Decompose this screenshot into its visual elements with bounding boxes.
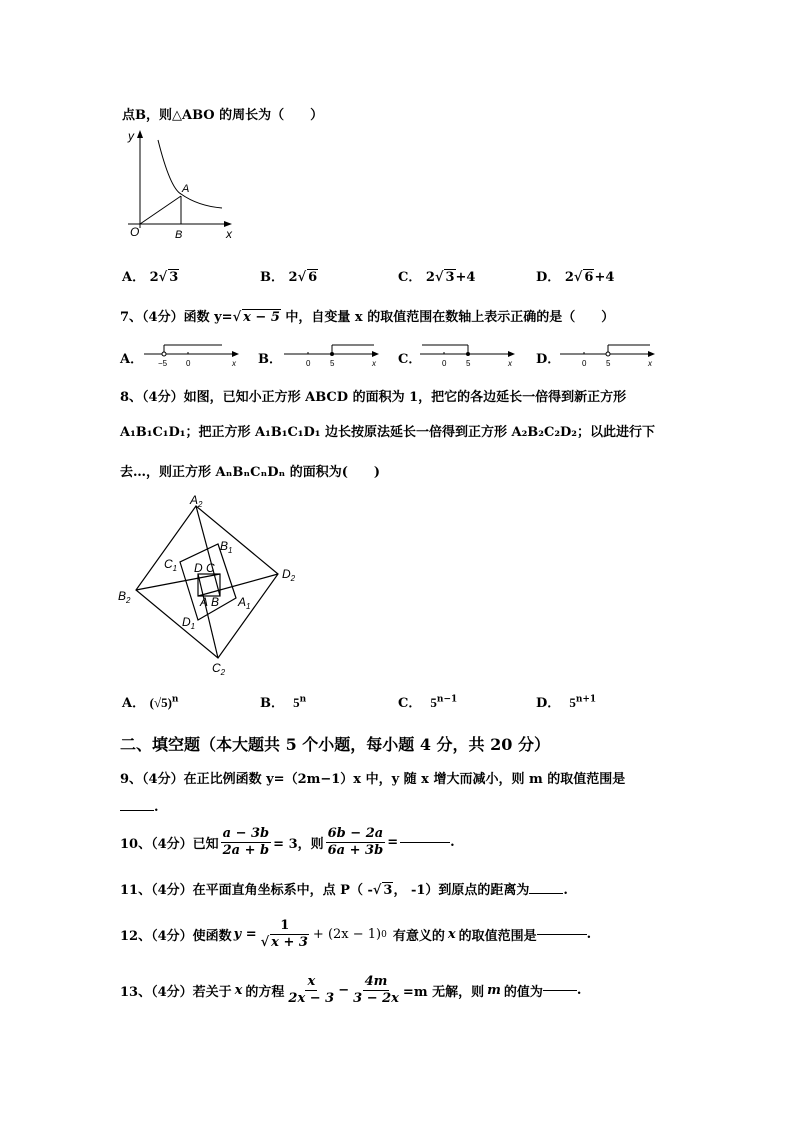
- q6-option-b: B． 2√ 6: [260, 270, 318, 285]
- q8-option-d: D． $5^{n+1}$: [536, 694, 597, 711]
- tick-neg5: −5: [158, 359, 168, 368]
- q9-line2: .: [120, 800, 159, 815]
- segment-OA: [140, 196, 181, 224]
- q8-line2: A₁B₁C₁D₁；把正方形 A₁B₁C₁D₁ 边长按原法延长一倍得到正方形 A₂B₂C₂D₂；以此进行下: [120, 425, 655, 440]
- q6-option-c: C． 2√ 3+4: [398, 270, 476, 285]
- q8-squares-figure: [116, 490, 306, 675]
- label-A: A: [182, 183, 190, 195]
- q8-option-b: B． 5$^n$: [260, 694, 307, 711]
- label-O: O: [130, 225, 140, 239]
- label-B: B: [211, 595, 220, 609]
- label-B2: $B_2$: [118, 589, 131, 605]
- q8-option-a: A． $(√5)^n$: [122, 694, 179, 711]
- axis-x: x: [508, 359, 512, 368]
- q10-answer-blank: [400, 842, 450, 843]
- tick-5: 5: [330, 359, 335, 368]
- q7-option-d-numberline: [558, 340, 658, 368]
- q9-answer-blank: [120, 810, 154, 811]
- q7-option-c-label: C．: [398, 352, 422, 367]
- square-A2B2C2D2: [136, 506, 278, 658]
- label-A1: $A_1$: [238, 595, 251, 611]
- section2-title: 二、填空题（本大题共 5 个小题，每小题 4 分，共 20 分）: [120, 735, 550, 754]
- tick-5: 5: [606, 359, 611, 368]
- label-B: B: [175, 229, 183, 241]
- axis-x: x: [232, 359, 236, 368]
- q12-answer-blank: [537, 934, 587, 935]
- q13-question: 13、（4分）若关于 x 的方程 $\frac{x}{2x - 3}$ − $\frac{4m}{3 - 2x}$ =m 无解，则 m 的值为 .: [120, 974, 582, 1006]
- label-A: A: [200, 595, 209, 609]
- label-C2: $C_2$: [212, 661, 226, 675]
- y-arrow: [137, 130, 143, 138]
- q12-question: 12、（4分）使函数 y = $\frac{1}{√ x + 3}$ + (2x − 1) 0 有意义的 x 的取值范围是 .: [120, 918, 592, 950]
- q6-hyperbola-graph: [118, 128, 248, 243]
- q8-line3: 去…，则正方形 AₙBₙCₙDₙ 的面积为( ): [120, 465, 381, 480]
- q7-question: 7、（4分）函数 y=√ x − 5 中，自变量 x 的取值范围在数轴上表示正确的是（ ）: [120, 310, 615, 325]
- q7-option-a-label: A．: [120, 352, 144, 367]
- label-C: C: [206, 561, 215, 575]
- q8-option-c: C． $5^{n-1}$: [398, 694, 458, 711]
- label-y: y: [128, 129, 134, 143]
- q9-line1: 9、（4分）在正比例函数 y=（2m−1）x 中，y 随 x 增大而减小，则 m 的取值范围是: [120, 772, 626, 787]
- label-x: x: [226, 227, 232, 241]
- tick-0: 0: [186, 359, 191, 368]
- label-B1: $B_1$: [220, 539, 233, 555]
- tick-0: 0: [306, 359, 311, 368]
- label-D: D: [194, 561, 203, 575]
- q10-question: 10、（4分）已知 $\frac{a - 3b}{2a + b}$ = 3，则 $\frac{6b - 2a}{6a + 3b}$ = .: [120, 826, 455, 858]
- q6-tail-text: 点B，则△ABO 的周长为（ ）: [122, 108, 324, 123]
- q11-answer-blank: [529, 893, 563, 894]
- label-C1: $C_1$: [164, 557, 178, 573]
- q11-question: 11、（4分）在平面直角坐标系中，点 P（ -√ 3， -1）到原点的距离为 .: [120, 883, 568, 898]
- axis-x: x: [372, 359, 376, 368]
- tick-5: 5: [466, 359, 471, 368]
- q6-option-a: A． 2√ 3: [122, 270, 179, 285]
- label-D2: $D_2$: [282, 567, 296, 583]
- q7-option-d-label: D．: [536, 352, 561, 367]
- q13-answer-blank: [543, 990, 577, 991]
- label-A2: $A_2$: [190, 493, 203, 509]
- q6-option-d: D． 2√ 6+4: [536, 270, 615, 285]
- q7-option-c-numberline: [418, 340, 518, 368]
- hyperbola-curve: [158, 140, 222, 208]
- axis-x: x: [648, 359, 652, 368]
- q7-option-b-label: B．: [258, 352, 282, 367]
- q7-option-b-numberline: [282, 340, 382, 368]
- tick-0: 0: [442, 359, 447, 368]
- tick-0: 0: [582, 359, 587, 368]
- q7-option-a-numberline: [142, 340, 242, 368]
- label-D1: $D_1$: [182, 615, 196, 631]
- q8-line1: 8、（4分）如图，已知小正方形 ABCD 的面积为 1，把它的各边延长一倍得到新正方形: [120, 390, 627, 405]
